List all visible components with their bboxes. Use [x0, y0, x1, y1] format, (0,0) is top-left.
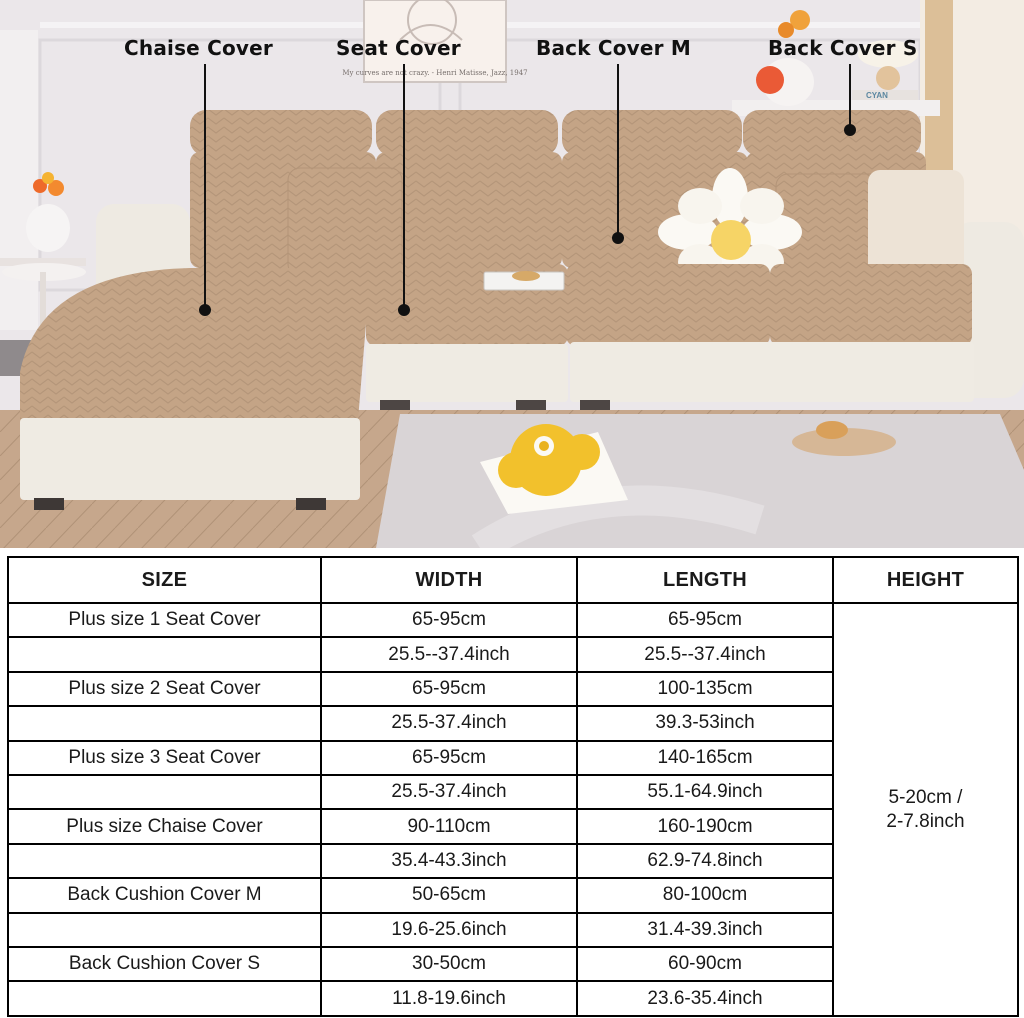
size-cell	[8, 637, 321, 671]
length-cell: 62.9-74.8inch	[577, 844, 833, 878]
callout-back-cover-m: Back Cover M	[536, 36, 692, 60]
width-cell: 11.8-19.6inch	[321, 981, 577, 1016]
width-cell: 19.6-25.6inch	[321, 913, 577, 947]
poster-caption: My curves are not crazy. - Henri Matisse, Jazz, 1947	[342, 69, 528, 77]
width-cell: 65-95cm	[321, 603, 577, 637]
book-spine-text: CYAN	[866, 91, 888, 100]
width-cell: 25.5--37.4inch	[321, 637, 577, 671]
length-cell: 160-190cm	[577, 809, 833, 843]
size-cell: Plus size 1 Seat Cover	[8, 603, 321, 637]
size-cell	[8, 981, 321, 1016]
length-cell: 60-90cm	[577, 947, 833, 981]
header-width: WIDTH	[321, 557, 577, 603]
width-cell: 25.5-37.4inch	[321, 775, 577, 809]
height-inch: 2-7.8inch	[886, 810, 965, 832]
width-cell: 65-95cm	[321, 672, 577, 706]
table-row	[8, 603, 1018, 637]
length-cell: 39.3-53inch	[577, 706, 833, 740]
size-cell: Plus size 2 Seat Cover	[8, 672, 321, 706]
width-cell: 25.5-37.4inch	[321, 706, 577, 740]
header-length: LENGTH	[577, 557, 833, 603]
size-chart-table	[7, 556, 1019, 1017]
height-cm: 5-20cm /	[888, 786, 963, 808]
length-cell: 55.1-64.9inch	[577, 775, 833, 809]
header-size: SIZE	[8, 557, 321, 603]
callout-back-cover-s: Back Cover S	[768, 36, 918, 60]
width-cell: 65-95cm	[321, 741, 577, 775]
size-cell: Back Cushion Cover S	[8, 947, 321, 981]
size-cell	[8, 913, 321, 947]
header-height: HEIGHT	[833, 557, 1018, 603]
length-cell: 80-100cm	[577, 878, 833, 912]
length-cell: 65-95cm	[577, 603, 833, 637]
length-cell: 100-135cm	[577, 672, 833, 706]
width-cell: 50-65cm	[321, 878, 577, 912]
width-cell: 90-110cm	[321, 809, 577, 843]
size-cell	[8, 706, 321, 740]
callout-seat-cover: Seat Cover	[336, 36, 461, 60]
width-cell: 30-50cm	[321, 947, 577, 981]
size-cell	[8, 844, 321, 878]
length-cell: 23.6-35.4inch	[577, 981, 833, 1016]
length-cell: 25.5--37.4inch	[577, 637, 833, 671]
table-header-row	[8, 557, 1018, 603]
size-cell	[8, 775, 321, 809]
length-cell: 140-165cm	[577, 741, 833, 775]
size-cell: Plus size 3 Seat Cover	[8, 741, 321, 775]
size-cell: Plus size Chaise Cover	[8, 809, 321, 843]
width-cell: 35.4-43.3inch	[321, 844, 577, 878]
size-cell: Back Cushion Cover M	[8, 878, 321, 912]
height-cell	[833, 603, 1018, 1016]
callout-chaise-cover: Chaise Cover	[124, 36, 273, 60]
length-cell: 31.4-39.3inch	[577, 913, 833, 947]
